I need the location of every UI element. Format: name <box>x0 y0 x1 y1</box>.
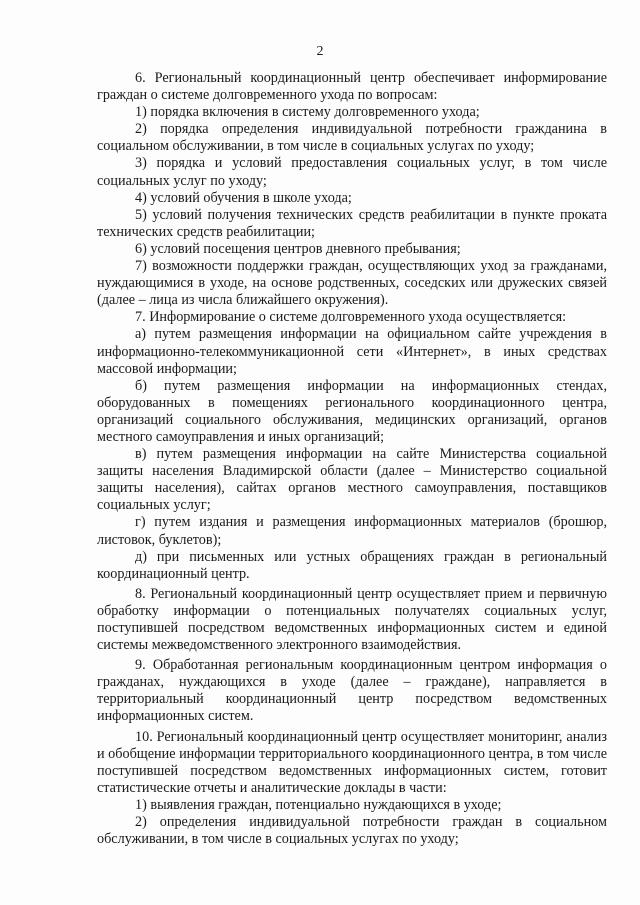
paragraph-8: 8. Региональный координационный центр осуществляет прием и первичную обработку информации о потенциальных получателях социальных услуг, поступившей посредством ведомственных информационных систем и единой системы межведомственного электронного взаимодействия. <box>97 585 607 654</box>
list-item-7-v: в) путем размещения информации на сайте Министерства социальной защиты населения Владимирской области (далее – Министерство социальной защиты населения), сайтах органов местного самоуправления, поставщиков социальных услуг; <box>97 446 607 514</box>
list-item-6-2: 2) порядка определения индивидуальной потребности гражданина в социальном обслуживании, в том числе в социальных услугах по уходу; <box>97 121 607 155</box>
list-item-6-6: 6) условий посещения центров дневного пребывания; <box>135 240 461 257</box>
list-item-10-1: 1) выявления граждан, потенциально нуждающихся в уходе; <box>135 796 502 813</box>
page-number: 2 <box>316 44 324 59</box>
paragraph-6-intro: 6. Региональный координационный центр обеспечивает информирование граждан о системе долговременного ухода по вопросам: <box>97 70 607 104</box>
list-item-6-7: 7) возможности поддержки граждан, осуществляющих уход за гражданами, нуждающимися в уходе, на основе родственных, соседских или дружеских связей (далее – лица из числа ближайшего окружения). <box>97 258 607 309</box>
paragraph-7-intro: 7. Информирование о системе долговременного ухода осуществляется: <box>135 309 567 326</box>
list-item-6-4: 4) условий обучения в школе ухода; <box>135 189 352 206</box>
list-item-7-g: г) путем издания и размещения информационных материалов (брошюр, листовок, буклетов); <box>97 514 607 548</box>
list-item-6-1: 1) порядка включения в систему долговременного ухода; <box>135 104 480 121</box>
list-item-6-5: 5) условий получения технических средств реабилитации в пункте проката технических средств реабилитации; <box>97 206 607 240</box>
list-item-7-d: д) при письменных или устных обращениях граждан в региональный координационный центр. <box>97 548 607 582</box>
list-item-7-a: а) путем размещения информации на официальном сайте учреждения в информационно-телекоммуникационной сети «Интернет», в иных средствах массовой информации; <box>97 326 607 377</box>
list-item-6-3: 3) порядка и условий предоставления социальных услуг, в том числе социальных услуг по уходу; <box>97 155 607 189</box>
paragraph-10-intro: 10. Региональный координационный центр осуществляет мониторинг, анализ и обобщение информации территориального координационного центра, в том числе поступившей посредством ведомственных информационных систем, готовит статистические отчеты и аналитические доклады в части: <box>97 728 607 796</box>
paragraph-9: 9. Обработанная региональным координационным центром информация о гражданах, нуждающихся в уходе (далее – граждане), направляется в территориальный координационный центр посредством ведомственных информационных систем. <box>97 657 607 725</box>
list-item-10-2: 2) определения индивидуальной потребности граждан в социальном обслуживании, в том числе в социальных услугах по уходу; <box>97 814 607 848</box>
list-item-7-b: б) путем размещения информации на информационных стендах, оборудованных в помещениях регионального координационного центра, организаций социального обслуживания, медицинских организаций, органов местного самоуправления и иных организаций; <box>97 377 607 445</box>
document-body <box>97 70 607 848</box>
